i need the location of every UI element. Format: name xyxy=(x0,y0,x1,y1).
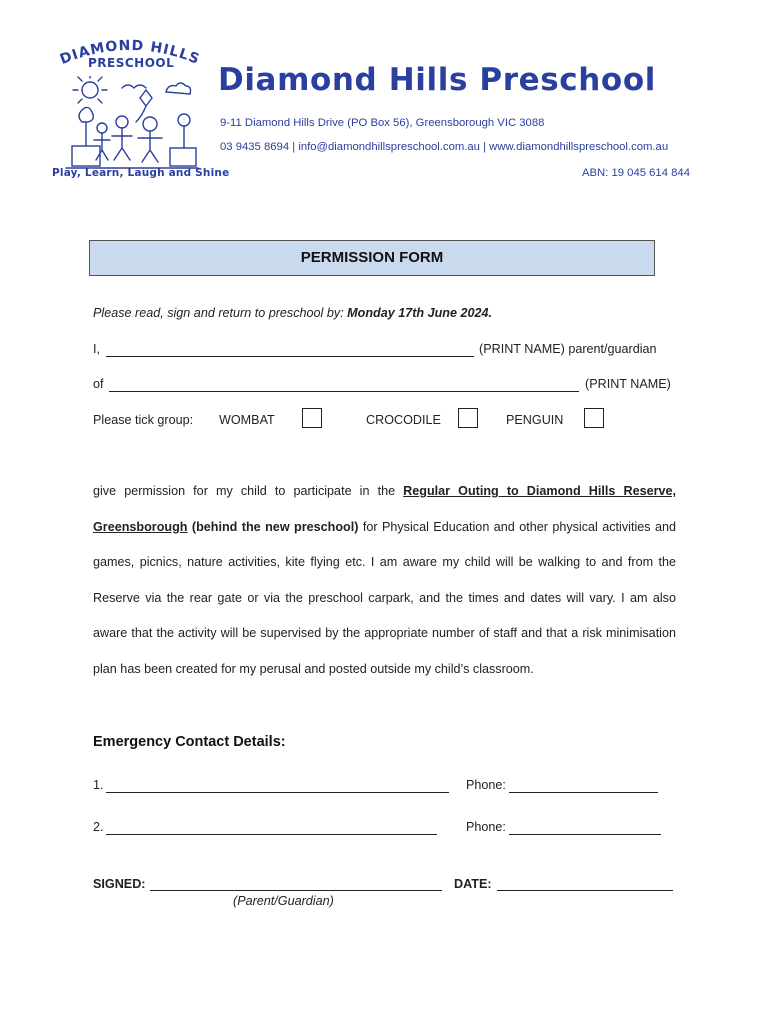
return-date: Monday 17th June 2024. xyxy=(347,306,493,320)
parent-name-suffix: (PRINT NAME) parent/guardian xyxy=(479,342,657,356)
contact1-name-field[interactable] xyxy=(106,792,449,793)
logo-arc-label: DIAMOND HILLS xyxy=(57,38,203,68)
contact2-label: 2. xyxy=(93,820,104,834)
group-crocodile-checkbox[interactable] xyxy=(458,408,478,428)
group-penguin-checkbox[interactable] xyxy=(584,408,604,428)
school-address: 9-11 Diamond Hills Drive (PO Box 56), Greensborough VIC 3088 xyxy=(220,117,545,129)
child-drawing-illustration xyxy=(62,76,202,172)
group-label: Please tick group: xyxy=(93,413,194,427)
school-tagline: Play, Learn, Laugh and Shine xyxy=(52,167,230,179)
contact2-phone-label: Phone: xyxy=(466,820,506,834)
signature-caption: (Parent/Guardian) xyxy=(233,894,334,908)
contact1-phone-field[interactable] xyxy=(509,792,658,793)
group-wombat-checkbox[interactable] xyxy=(302,408,322,428)
contact1-label: 1. xyxy=(93,778,104,792)
contact2-phone-field[interactable] xyxy=(509,834,661,835)
parent-name-field[interactable] xyxy=(106,356,474,357)
parent-name-prefix: I, xyxy=(93,342,100,356)
group-crocodile-label: CROCODILE xyxy=(366,413,441,427)
child-name-suffix: (PRINT NAME) xyxy=(585,377,671,391)
return-instruction xyxy=(93,306,492,320)
outing-name: Regular Outing to Diamond Hills Reserve, Greensborough xyxy=(93,484,676,534)
contact2-name-field[interactable] xyxy=(106,834,437,835)
school-contact: 03 9435 8694 | info@diamondhillspreschool.com.au | www.diamondhillspreschool.com.au xyxy=(220,141,669,153)
return-instruction-text: Please read, sign and return to preschool by: xyxy=(93,306,348,320)
permission-text-rest: for Physical Education and other physical activities and games, picnics, nature activities, kite flying etc. I am aware my child will be walking to and from the Reserve via the rear gate or via the preschool carpark, and the times and dates will vary. I am also aware that the activity will be supervised by the appropriate number of staff and that a risk minimisation plan has been created for my perusal and posted outside my child’s classroom. xyxy=(93,519,676,676)
date-label: DATE: xyxy=(454,877,492,891)
outing-location-note: (behind the new preschool) xyxy=(187,519,359,534)
form-title: PERMISSION FORM xyxy=(300,249,444,266)
logo-sub-text: PRESCHOOL xyxy=(88,56,175,70)
signature-field[interactable] xyxy=(150,890,442,891)
signed-label: SIGNED: xyxy=(93,877,146,891)
school-abn: ABN: 19 045 614 844 xyxy=(581,167,690,179)
date-field[interactable] xyxy=(497,890,673,891)
group-wombat-label: WOMBAT xyxy=(219,413,275,427)
permission-text-start: give permission for my child to participate in the xyxy=(93,484,404,498)
school-logo xyxy=(50,38,210,188)
permission-paragraph xyxy=(93,474,676,687)
school-name: Diamond Hills Preschool xyxy=(218,62,656,98)
group-penguin-label: PENGUIN xyxy=(506,413,564,427)
child-name-prefix: of xyxy=(93,377,104,391)
contact1-phone-label: Phone: xyxy=(466,778,506,792)
child-name-field[interactable] xyxy=(109,391,579,392)
emergency-heading: Emergency Contact Details: xyxy=(93,734,286,750)
form-title-box xyxy=(89,240,655,276)
